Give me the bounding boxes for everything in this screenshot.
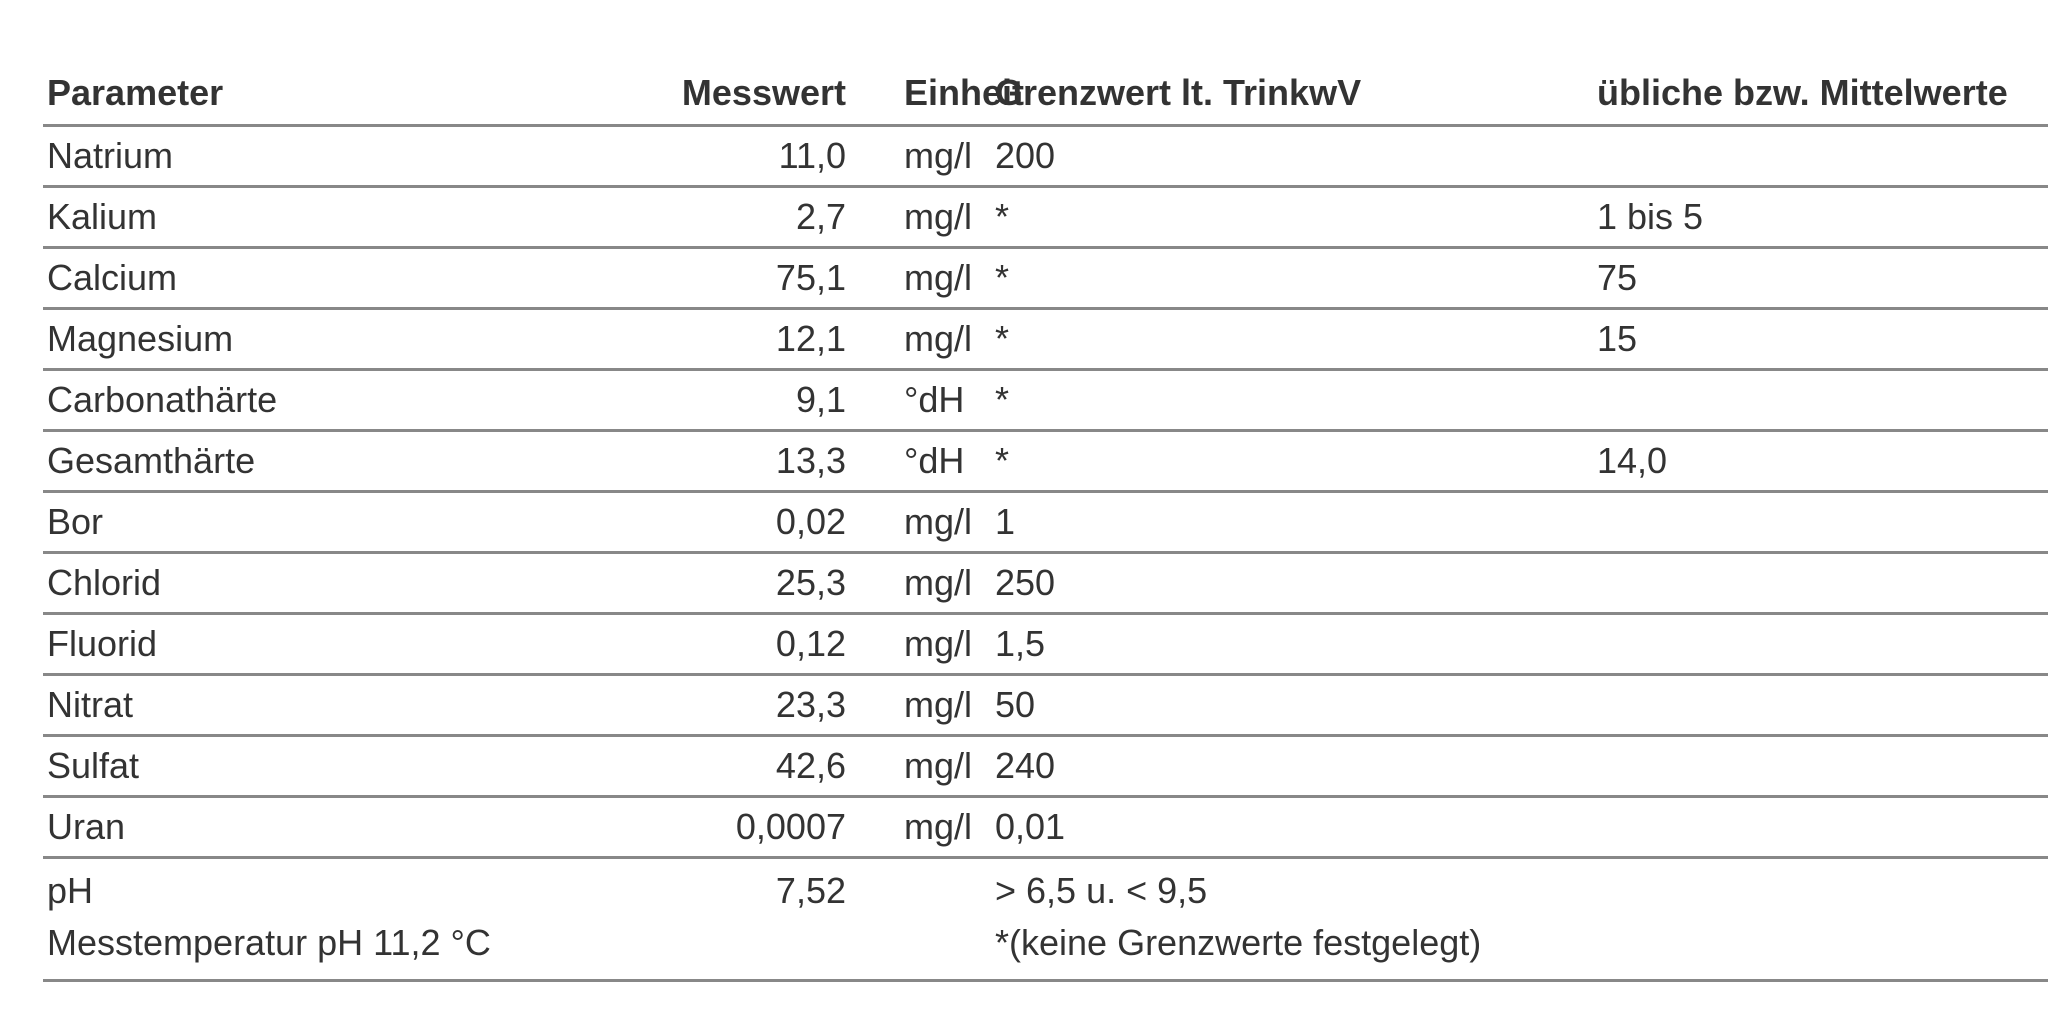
ph-limit: > 6,5 u. < 9,5 [995,870,1208,911]
table-row [43,614,2048,675]
cell-value: 0,0007 [586,797,846,858]
table-row [43,492,2048,553]
table-header-row [43,62,2048,126]
cell-value: 2,7 [586,187,846,248]
cell-value: 11,0 [586,126,846,187]
cell-typical [1593,736,2048,797]
table-row [43,248,2048,309]
cell-limit: 250 [991,553,1593,614]
cell-value: 0,12 [586,614,846,675]
header-parameter: Parameter [43,62,586,126]
cell-typical: 15 [1593,309,2048,370]
cell-unit: mg/l [846,553,991,614]
cell-limit: 1 [991,492,1593,553]
cell-unit: mg/l [846,248,991,309]
cell-typical: 1 bis 5 [1593,187,2048,248]
cell-limit: 200 [991,126,1593,187]
cell-parameter: Natrium [43,126,586,187]
cell-limit-ph [991,858,1593,981]
cell-unit-ph [846,858,991,981]
ph-temperature-note: Messtemperatur pH 11,2 °C [47,922,491,963]
cell-parameter-ph [43,858,586,981]
cell-limit: 1,5 [991,614,1593,675]
ph-label: pH [47,870,94,911]
cell-value-ph [586,858,846,981]
table-row [43,187,2048,248]
cell-value: 42,6 [586,736,846,797]
cell-parameter: Fluorid [43,614,586,675]
cell-parameter: Sulfat [43,736,586,797]
table-row-ph [43,858,2048,981]
water-analysis-table [43,62,2048,982]
cell-unit: mg/l [846,736,991,797]
cell-typical-ph [1593,858,2048,981]
cell-parameter: Magnesium [43,309,586,370]
cell-parameter: Nitrat [43,675,586,736]
header-typical-values: übliche bzw. Mittelwerte [1593,62,2048,126]
cell-value: 12,1 [586,309,846,370]
cell-parameter: Kalium [43,187,586,248]
cell-limit: 240 [991,736,1593,797]
cell-parameter: Calcium [43,248,586,309]
cell-unit: mg/l [846,309,991,370]
header-limit: Grenzwert lt. TrinkwV [991,62,1593,126]
water-analysis-table-container [43,62,2048,982]
cell-parameter: Gesamthärte [43,431,586,492]
cell-parameter: Chlorid [43,553,586,614]
cell-typical: 14,0 [1593,431,2048,492]
table-row [43,431,2048,492]
cell-unit: mg/l [846,614,991,675]
cell-parameter: Uran [43,797,586,858]
cell-limit: 0,01 [991,797,1593,858]
table-row [43,736,2048,797]
cell-limit: * [991,431,1593,492]
cell-limit: 50 [991,675,1593,736]
cell-parameter: Carbonathärte [43,370,586,431]
table-row [43,126,2048,187]
cell-typical [1593,614,2048,675]
cell-unit: mg/l [846,675,991,736]
table-row [43,675,2048,736]
table-row [43,553,2048,614]
cell-limit: * [991,248,1593,309]
header-unit: Einheit [846,62,991,126]
cell-value: 9,1 [586,370,846,431]
cell-value: 25,3 [586,553,846,614]
cell-typical [1593,126,2048,187]
footnote-no-limits: *(keine Grenzwerte festgelegt) [995,922,1482,963]
cell-typical [1593,553,2048,614]
cell-value: 0,02 [586,492,846,553]
cell-typical [1593,797,2048,858]
table-row [43,797,2048,858]
cell-typical [1593,492,2048,553]
table-row [43,309,2048,370]
cell-limit: * [991,187,1593,248]
cell-value: 23,3 [586,675,846,736]
cell-unit: mg/l [846,126,991,187]
ph-value: 7,52 [775,870,846,911]
cell-parameter: Bor [43,492,586,553]
table-row [43,370,2048,431]
cell-unit: °dH [846,431,991,492]
cell-unit: mg/l [846,492,991,553]
cell-unit: mg/l [846,187,991,248]
cell-value: 75,1 [586,248,846,309]
cell-limit: * [991,370,1593,431]
cell-value: 13,3 [586,431,846,492]
cell-typical [1593,675,2048,736]
cell-typical [1593,370,2048,431]
cell-unit: mg/l [846,797,991,858]
cell-limit: * [991,309,1593,370]
cell-unit: °dH [846,370,991,431]
header-measured-value: Messwert [586,62,846,126]
cell-typical: 75 [1593,248,2048,309]
